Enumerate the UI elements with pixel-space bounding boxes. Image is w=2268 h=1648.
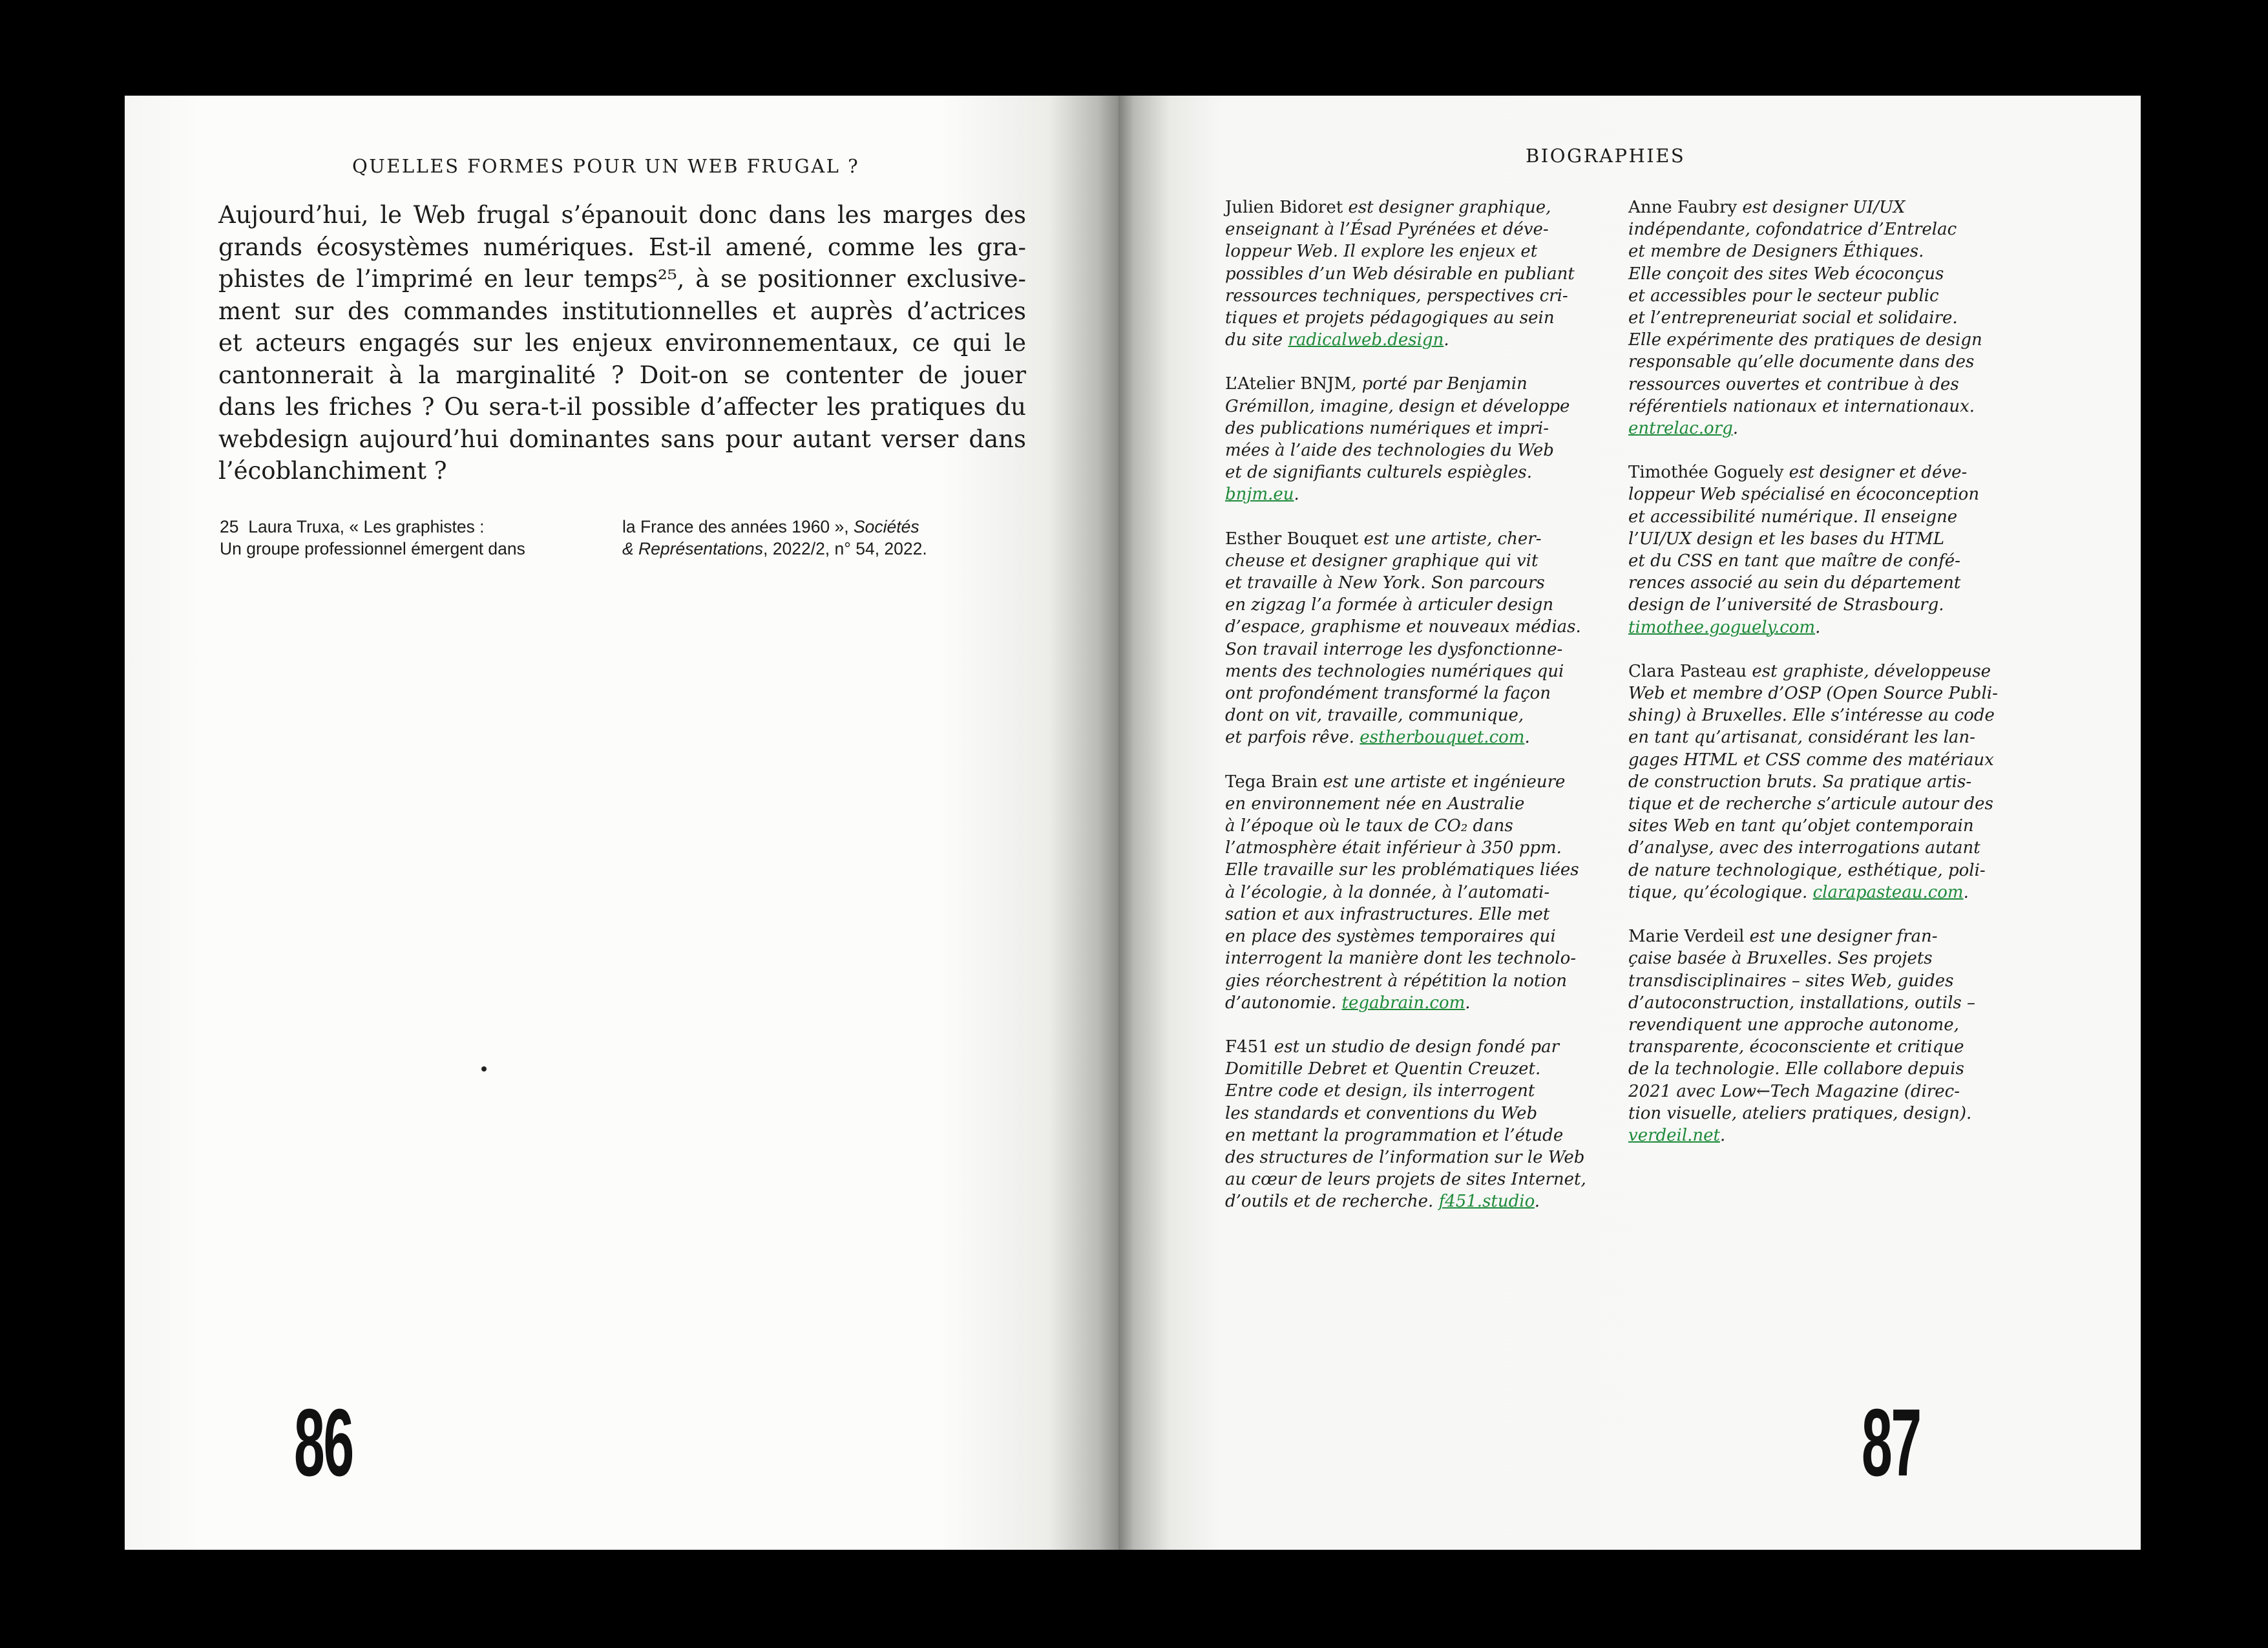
bio-line bbox=[1628, 925, 2016, 947]
biography-entry bbox=[1628, 925, 2016, 1146]
running-head: BIOGRAPHIES bbox=[1526, 145, 1686, 167]
bio-line bbox=[1225, 307, 1613, 329]
bio-text: est une artiste, cher- bbox=[1358, 529, 1542, 549]
bio-text: en mettant la programmation et l’étude bbox=[1225, 1125, 1564, 1145]
bio-text: et parfois rêve. bbox=[1225, 728, 1360, 748]
bio-text: est designer graphique, bbox=[1343, 198, 1551, 217]
bio-line bbox=[1225, 1125, 1613, 1146]
bio-line bbox=[1225, 461, 1613, 483]
bio-text: en tant qu’artisanat, considérant les lan- bbox=[1628, 728, 1975, 748]
bio-line bbox=[1225, 329, 1613, 351]
bio-text: shing) à Bruxelles. Elle s’intéresse au code bbox=[1628, 706, 1995, 726]
bio-line bbox=[1225, 1103, 1613, 1125]
bio-line bbox=[1628, 196, 2016, 218]
bio-text: d’outils et de recherche. bbox=[1225, 1192, 1439, 1212]
body-line: grands écosystèmes numériques. Est-il amené, comme les gra- bbox=[218, 233, 1026, 261]
bio-line bbox=[1225, 815, 1613, 837]
bio-text: au cœur de leurs projets de sites Internet, bbox=[1225, 1170, 1586, 1190]
bio-text: est une designer fran- bbox=[1744, 927, 1938, 947]
bio-column-left bbox=[1225, 196, 1613, 1235]
bio-line bbox=[1628, 374, 2016, 396]
bio-line bbox=[1225, 218, 1613, 240]
bio-name: Julien Bidoret bbox=[1225, 198, 1343, 217]
bio-line bbox=[1225, 682, 1613, 704]
bio-text: , porté par Benjamin bbox=[1351, 374, 1528, 394]
body-line: Aujourd’hui, le Web frugal s’épanouit donc dans les marges des bbox=[218, 201, 1026, 229]
bio-line bbox=[1225, 859, 1613, 881]
bio-line bbox=[1225, 837, 1613, 859]
biography-entry bbox=[1628, 461, 2016, 639]
biography-entry bbox=[1225, 196, 1613, 351]
bio-line bbox=[1628, 1036, 2016, 1058]
bio-text: et l’entrepreneuriat social et solidaire. bbox=[1628, 308, 1958, 328]
bio-text: l’atmosphère était inférieur à 350 ppm. bbox=[1225, 838, 1562, 858]
body-line: et acteurs engagés sur les enjeux environnementaux, ce qui le bbox=[218, 329, 1026, 357]
bio-line bbox=[1628, 594, 2016, 616]
footnote bbox=[220, 516, 525, 560]
bio-line bbox=[1225, 263, 1613, 285]
bio-line bbox=[1628, 882, 2016, 903]
bio-line bbox=[1628, 771, 2016, 793]
bio-line bbox=[1225, 285, 1613, 307]
bio-text: et accessibilité numérique. Il enseigne bbox=[1628, 507, 1958, 527]
bio-text: est une artiste et ingénieure bbox=[1318, 772, 1566, 792]
bio-line bbox=[1225, 1080, 1613, 1102]
bio-text: ments des technologies numériques qui bbox=[1225, 661, 1564, 681]
bio-text: mées à l’aide des technologies du Web bbox=[1225, 441, 1554, 461]
bio-line bbox=[1628, 992, 2016, 1014]
bio-line bbox=[1225, 373, 1613, 395]
footnote-continued bbox=[622, 516, 927, 560]
bio-text: Elle travaille sur les problématiques liées bbox=[1225, 860, 1579, 880]
biography-entry bbox=[1628, 660, 2016, 903]
bio-line bbox=[1225, 483, 1613, 505]
bio-text: Domitille Debret et Quentin Creuzet. bbox=[1225, 1059, 1541, 1079]
bio-name: Esther Bouquet bbox=[1225, 529, 1359, 549]
bio-text: interrogent la manière dont les technolo- bbox=[1225, 949, 1577, 969]
bio-line bbox=[1225, 594, 1613, 616]
bio-line bbox=[1628, 793, 2016, 815]
bio-name: Marie Verdeil bbox=[1628, 927, 1745, 947]
running-head: QUELLES FORMES POUR UN WEB FRUGAL ? bbox=[352, 155, 860, 177]
bio-text: de la technologie. Elle collabore depuis bbox=[1628, 1059, 1964, 1079]
biography-entry bbox=[1225, 1036, 1613, 1213]
bio-text: rences associé au sein du département bbox=[1628, 573, 1961, 593]
bio-line bbox=[1628, 572, 2016, 594]
bio-text: transparente, écoconsciente et critique bbox=[1628, 1037, 1964, 1057]
bio-line bbox=[1628, 1058, 2016, 1080]
bio-line bbox=[1628, 240, 2016, 262]
bio-line bbox=[1225, 903, 1613, 925]
body-line: webdesign aujourd’hui dominantes sans pour autant verser dans bbox=[218, 425, 1026, 453]
bio-line bbox=[1225, 417, 1613, 439]
bio-line bbox=[1628, 726, 2016, 748]
bio-text: ressources ouvertes et contribue à des bbox=[1628, 374, 1959, 394]
website-link[interactable]: bnjm.eu bbox=[1225, 485, 1294, 505]
bio-line bbox=[1225, 925, 1613, 947]
bio-line bbox=[1225, 704, 1613, 726]
bio-line bbox=[1628, 329, 2016, 351]
bio-text: et travaille à New York. Son parcours bbox=[1225, 573, 1545, 593]
bio-text: loppeur Web spécialisé en écoconception bbox=[1628, 485, 1980, 505]
bio-line bbox=[1628, 970, 2016, 992]
bio-line bbox=[1628, 947, 2016, 969]
bio-punctuation: . bbox=[1815, 617, 1821, 637]
bio-line bbox=[1628, 263, 2016, 285]
bio-text: Elle conçoit des sites Web écoconçus bbox=[1628, 264, 1944, 284]
footnote-text: la France des années 1960 », bbox=[622, 517, 854, 536]
bio-line bbox=[1628, 617, 2016, 639]
bio-line bbox=[1225, 1058, 1613, 1080]
page-number: 87 bbox=[1862, 1389, 1920, 1496]
bio-text: est un studio de design fondé par bbox=[1268, 1037, 1560, 1057]
bio-text: tique, qu’écologique. bbox=[1628, 882, 1813, 902]
footnote-text: Laura Truxa, « Les graphistes : bbox=[248, 517, 485, 536]
bio-line bbox=[1225, 726, 1613, 748]
biography-entry bbox=[1225, 771, 1613, 1014]
bio-line bbox=[1225, 882, 1613, 903]
footnote-text: Un groupe professionnel émergent dans bbox=[220, 539, 525, 558]
bio-text: de nature technologique, esthétique, poli- bbox=[1628, 860, 1986, 880]
bio-text: çaise basée à Bruxelles. Ses projets bbox=[1628, 949, 1933, 969]
bio-text: du site bbox=[1225, 330, 1288, 350]
bio-text: gages HTML et CSS comme des matériaux bbox=[1628, 750, 1994, 770]
bio-text: en environnement née en Australie bbox=[1225, 794, 1525, 814]
bio-punctuation: . bbox=[1294, 485, 1299, 505]
bio-text: les standards et conventions du Web bbox=[1225, 1103, 1538, 1123]
bio-punctuation: . bbox=[1444, 330, 1449, 350]
bio-line bbox=[1628, 506, 2016, 528]
bio-line bbox=[1628, 1081, 2016, 1103]
bio-text: tion visuelle, ateliers pratiques, design). bbox=[1628, 1103, 1972, 1123]
bio-text: sation et aux infrastructures. Elle met bbox=[1225, 904, 1550, 924]
bio-line bbox=[1628, 550, 2016, 572]
bio-text: loppeur Web. Il explore les enjeux et bbox=[1225, 242, 1538, 262]
bio-text: à l’écologie, à la donnée, à l’automati- bbox=[1225, 882, 1550, 902]
bio-text: l’UI/UX design et les bases du HTML bbox=[1628, 529, 1944, 549]
bio-column-right bbox=[1628, 196, 2016, 1168]
bio-text: et membre de Designers Éthiques. bbox=[1628, 242, 1924, 262]
bio-text: possibles d’un Web désirable en publiant bbox=[1225, 264, 1575, 284]
bio-text: gies réorchestrent à répétition la notion bbox=[1225, 971, 1568, 991]
bio-punctuation: . bbox=[1732, 419, 1739, 439]
bio-text: 2021 avec Low←Tech Magazine (direc- bbox=[1628, 1081, 1960, 1101]
bio-text: Entre code et design, ils interrogent bbox=[1225, 1081, 1535, 1101]
bio-text: en place des systèmes temporaires qui bbox=[1225, 927, 1556, 947]
bio-text: Web et membre d’OSP (Open Source Publi- bbox=[1628, 684, 1998, 704]
bio-text: cheuse et designer graphique qui vit bbox=[1225, 551, 1538, 571]
bio-line bbox=[1225, 771, 1613, 793]
bio-line bbox=[1225, 439, 1613, 461]
biography-entry bbox=[1628, 196, 2016, 439]
bio-line bbox=[1225, 240, 1613, 262]
bio-line bbox=[1628, 396, 2016, 417]
bio-line bbox=[1628, 285, 2016, 307]
bio-line bbox=[1628, 461, 2016, 483]
bio-line bbox=[1225, 1190, 1613, 1212]
bio-text: et du CSS en tant que maître de confé- bbox=[1628, 551, 1960, 571]
bio-text: ressources techniques, perspectives cri- bbox=[1225, 286, 1568, 306]
bio-line bbox=[1628, 1125, 2016, 1146]
bio-punctuation: . bbox=[1524, 728, 1530, 748]
bio-line bbox=[1225, 196, 1613, 218]
bio-line bbox=[1225, 1036, 1613, 1058]
bio-line bbox=[1225, 396, 1613, 417]
footnote-journal: & Représentations bbox=[622, 539, 764, 558]
bio-text: Elle expérimente des pratiques de design bbox=[1628, 330, 1982, 350]
left-page bbox=[125, 96, 1118, 1550]
body-line: ment sur des commandes institutionnelles et auprès d’actrices bbox=[218, 297, 1026, 325]
bio-line bbox=[1225, 639, 1613, 660]
footnote-journal: Sociétés bbox=[854, 517, 919, 536]
body-line: phistes de l’imprimé en leur temps²⁵, à se positionner exclusive- bbox=[218, 265, 1026, 293]
bio-punctuation: . bbox=[1534, 1192, 1540, 1212]
bio-name: Clara Pasteau bbox=[1628, 661, 1747, 681]
bio-line bbox=[1628, 483, 2016, 505]
website-link[interactable]: verdeil.net bbox=[1628, 1125, 1721, 1145]
bio-text: revendiquent une approche autonome, bbox=[1628, 1015, 1959, 1035]
bio-text: tiques et projets pédagogiques au sein bbox=[1225, 308, 1555, 328]
footnote-number: 25 bbox=[220, 517, 239, 536]
bio-name: L’Atelier BNJM bbox=[1225, 374, 1352, 394]
bio-name: Timothée Goguely bbox=[1628, 463, 1784, 483]
bio-text: des structures de l’information sur le Web bbox=[1225, 1147, 1585, 1167]
bio-line bbox=[1225, 793, 1613, 815]
bio-line bbox=[1225, 992, 1613, 1014]
bio-text: d’analyse, avec des interrogations autant bbox=[1628, 838, 1980, 858]
bio-text: design de l’université de Strasbourg. bbox=[1628, 595, 1944, 615]
footnote-text: , 2022/2, n° 54, 2022. bbox=[763, 539, 927, 558]
bio-line bbox=[1225, 528, 1613, 550]
bio-text: de construction bruts. Sa pratique artis- bbox=[1628, 772, 1972, 792]
body-text bbox=[218, 199, 1026, 487]
website-link[interactable]: entrelac.org bbox=[1628, 419, 1733, 439]
right-page bbox=[1118, 96, 2141, 1550]
bio-text: et de signifiants culturels espiègles. bbox=[1225, 463, 1532, 483]
bio-name: Anne Faubry bbox=[1628, 198, 1738, 217]
website-link[interactable]: tegabrain.com bbox=[1341, 993, 1465, 1013]
bio-text: sites Web en tant qu’objet contemporain bbox=[1628, 816, 1974, 836]
bio-line bbox=[1628, 837, 2016, 859]
biography-entry bbox=[1225, 373, 1613, 505]
website-link[interactable]: clarapasteau.com bbox=[1812, 882, 1964, 902]
bio-punctuation: . bbox=[1720, 1125, 1726, 1145]
bio-line bbox=[1628, 417, 2016, 439]
bio-text: d’autoconstruction, installations, outils – bbox=[1628, 993, 1976, 1013]
bio-text: est designer UI/UX bbox=[1737, 198, 1906, 217]
bio-text: à l’époque où le taux de CO₂ dans bbox=[1225, 816, 1513, 836]
bio-line bbox=[1225, 572, 1613, 594]
bio-punctuation: . bbox=[1465, 993, 1471, 1013]
bio-line bbox=[1628, 528, 2016, 550]
bio-text: dont on vit, travaille, communique, bbox=[1225, 706, 1524, 726]
bio-punctuation: . bbox=[1963, 882, 1969, 902]
bio-text: et accessibles pour le secteur public bbox=[1628, 286, 1939, 306]
bio-text: Grémillon, imagine, design et développe bbox=[1225, 396, 1570, 416]
bio-line bbox=[1628, 351, 2016, 373]
bio-text: référentiels nationaux et internationaux. bbox=[1628, 396, 1975, 416]
body-line: cantonnerait à la marginalité ? Doit-on se contenter de jouer bbox=[218, 361, 1026, 389]
bio-text: responsable qu’elle documente dans des bbox=[1628, 352, 1975, 372]
page-number: 86 bbox=[294, 1389, 353, 1496]
bio-text: d’espace, graphisme et nouveaux médias. bbox=[1225, 617, 1581, 637]
bio-line bbox=[1628, 1103, 2016, 1125]
bio-line bbox=[1225, 970, 1613, 992]
bio-text: des publications numériques et impri- bbox=[1225, 418, 1549, 438]
bio-line bbox=[1628, 660, 2016, 682]
bio-text: tique et de recherche s’articule autour des bbox=[1628, 794, 1993, 814]
body-line: dans les friches ? Ou sera-t-il possible d’affecter les pratiques du bbox=[218, 393, 1026, 421]
bio-line bbox=[1628, 860, 2016, 882]
bio-text: est designer et déve- bbox=[1783, 463, 1968, 483]
bio-line bbox=[1628, 749, 2016, 771]
print-speck bbox=[481, 1066, 487, 1072]
bio-name: F451 bbox=[1225, 1037, 1269, 1057]
bio-text: indépendante, cofondatrice d’Entrelac bbox=[1628, 220, 1957, 240]
bio-text: en zigzag l’a formée à articuler design bbox=[1225, 595, 1554, 615]
bio-name: Tega Brain bbox=[1225, 772, 1318, 792]
bio-line bbox=[1628, 218, 2016, 240]
bio-text: est graphiste, développeuse bbox=[1747, 661, 1991, 681]
website-link[interactable]: f451.studio bbox=[1438, 1192, 1535, 1212]
biography-entry bbox=[1225, 528, 1613, 749]
bio-text: transdisciplinaires – sites Web, guides bbox=[1628, 971, 1954, 991]
bio-line bbox=[1628, 1014, 2016, 1036]
bio-text: ont profondément transformé la façon bbox=[1225, 684, 1551, 704]
body-line: l’écoblanchiment ? bbox=[218, 457, 447, 485]
show-through-text bbox=[222, 587, 229, 615]
bio-text: enseignant à l’Ésad Pyrénées et déve- bbox=[1225, 220, 1549, 240]
website-link[interactable]: timothee.goguely.com bbox=[1628, 617, 1816, 637]
bio-line bbox=[1628, 307, 2016, 329]
bio-text: Son travail interroge les dysfonctionne- bbox=[1225, 639, 1563, 659]
bio-text: d’autonomie. bbox=[1225, 993, 1342, 1013]
bio-line bbox=[1225, 616, 1613, 638]
bio-line bbox=[1225, 1168, 1613, 1190]
website-link[interactable]: radicalweb.design bbox=[1288, 330, 1444, 350]
bio-line bbox=[1628, 682, 2016, 704]
website-link[interactable]: estherbouquet.com bbox=[1360, 728, 1525, 748]
bio-line bbox=[1225, 947, 1613, 969]
bio-line bbox=[1225, 660, 1613, 682]
bio-line bbox=[1225, 1146, 1613, 1168]
bio-line bbox=[1628, 704, 2016, 726]
bio-line bbox=[1628, 815, 2016, 837]
bio-line bbox=[1225, 550, 1613, 572]
